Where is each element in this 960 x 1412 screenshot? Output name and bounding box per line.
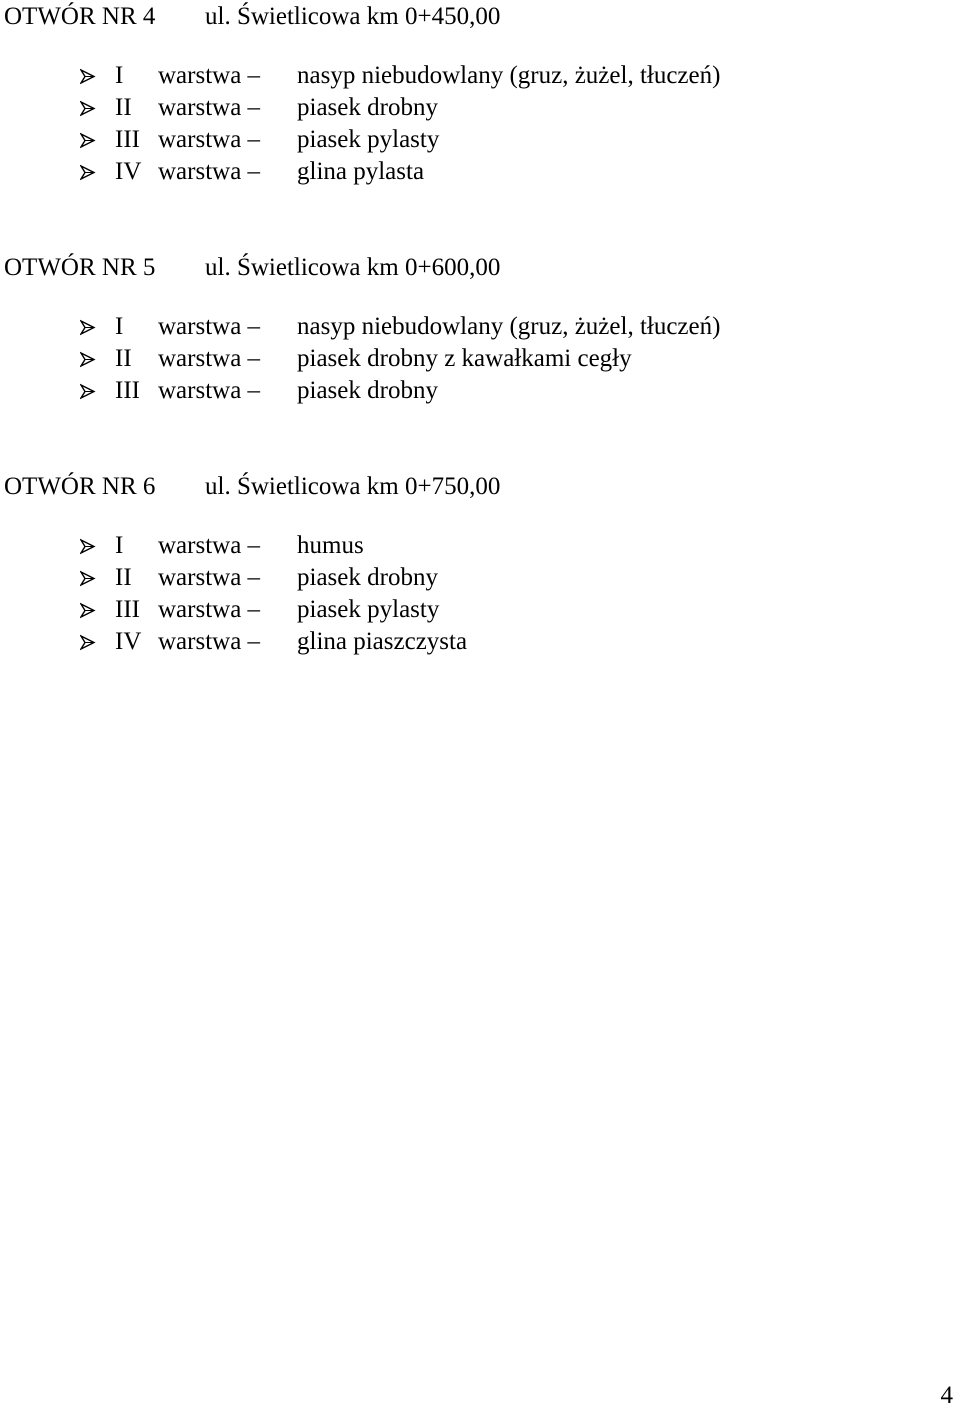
layer-word: warstwa – (158, 377, 261, 404)
arrow-check-bullet-icon (80, 132, 97, 149)
arrow-check-bullet-icon (80, 570, 97, 587)
layer-number: III (115, 377, 140, 404)
arrow-check-bullet-icon (80, 634, 97, 651)
layer-description: piasek pylasty (297, 126, 440, 153)
layer-number: I (115, 62, 124, 89)
layer-item (0, 156, 960, 188)
layer-word: warstwa – (158, 62, 261, 89)
layer-description: piasek drobny (297, 94, 438, 121)
layer-description: glina pylasta (297, 158, 425, 185)
layer-word: warstwa – (158, 564, 261, 591)
layer-number: III (115, 126, 140, 153)
layer-list (0, 530, 960, 658)
layer-item (0, 626, 960, 658)
layer-word: warstwa – (158, 596, 261, 623)
layer-item (0, 60, 960, 92)
layer-number: II (115, 564, 132, 591)
borehole-location: ul. Świetlicowa km 0+450,00 (205, 3, 501, 30)
layer-number: III (115, 596, 140, 623)
layer-number: IV (115, 628, 142, 655)
arrow-check-bullet-icon (80, 383, 97, 400)
borehole-location: ul. Świetlicowa km 0+600,00 (205, 254, 501, 281)
layer-list (0, 311, 960, 407)
layer-description: glina piaszczysta (297, 628, 468, 655)
layer-item (0, 343, 960, 375)
layer-number: I (115, 313, 124, 340)
layer-word: warstwa – (158, 158, 261, 185)
borehole-number: OTWÓR NR 6 (4, 473, 156, 500)
layer-item (0, 124, 960, 156)
layer-item (0, 311, 960, 343)
layer-word: warstwa – (158, 313, 261, 340)
borehole-number: OTWÓR NR 5 (4, 254, 156, 281)
layer-item (0, 530, 960, 562)
arrow-check-bullet-icon (80, 319, 97, 336)
layer-word: warstwa – (158, 94, 261, 121)
layer-item (0, 594, 960, 626)
layer-word: warstwa – (158, 345, 261, 372)
layer-description: piasek pylasty (297, 596, 440, 623)
layer-description: piasek drobny (297, 377, 438, 404)
layer-number: I (115, 532, 124, 559)
section-heading (0, 471, 960, 503)
layer-description: humus (297, 532, 364, 559)
layer-list (0, 60, 960, 188)
arrow-check-bullet-icon (80, 68, 97, 85)
arrow-check-bullet-icon (80, 538, 97, 555)
arrow-check-bullet-icon (80, 602, 97, 619)
borehole-section-4 (0, 1, 960, 188)
borehole-section-5 (0, 252, 960, 407)
borehole-location: ul. Świetlicowa km 0+750,00 (205, 473, 501, 500)
layer-item (0, 375, 960, 407)
section-heading (0, 1, 960, 33)
layer-number: IV (115, 158, 142, 185)
layer-item (0, 562, 960, 594)
layer-number: II (115, 94, 132, 121)
layer-description: nasyp niebudowlany (gruz, żużel, tłuczeń) (297, 313, 721, 340)
layer-number: II (115, 345, 132, 372)
layer-word: warstwa – (158, 628, 261, 655)
section-heading (0, 252, 960, 284)
layer-description: piasek drobny z kawałkami cegły (297, 345, 632, 372)
arrow-check-bullet-icon (80, 351, 97, 368)
page-number: 4 (940, 1382, 953, 1409)
layer-word: warstwa – (158, 532, 261, 559)
layer-description: nasyp niebudowlany (gruz, żużel, tłuczeń) (297, 62, 721, 89)
arrow-check-bullet-icon (80, 100, 97, 117)
layer-description: piasek drobny (297, 564, 438, 591)
borehole-number: OTWÓR NR 4 (4, 3, 156, 30)
borehole-section-6 (0, 471, 960, 658)
layer-word: warstwa – (158, 126, 261, 153)
layer-item (0, 92, 960, 124)
arrow-check-bullet-icon (80, 164, 97, 181)
